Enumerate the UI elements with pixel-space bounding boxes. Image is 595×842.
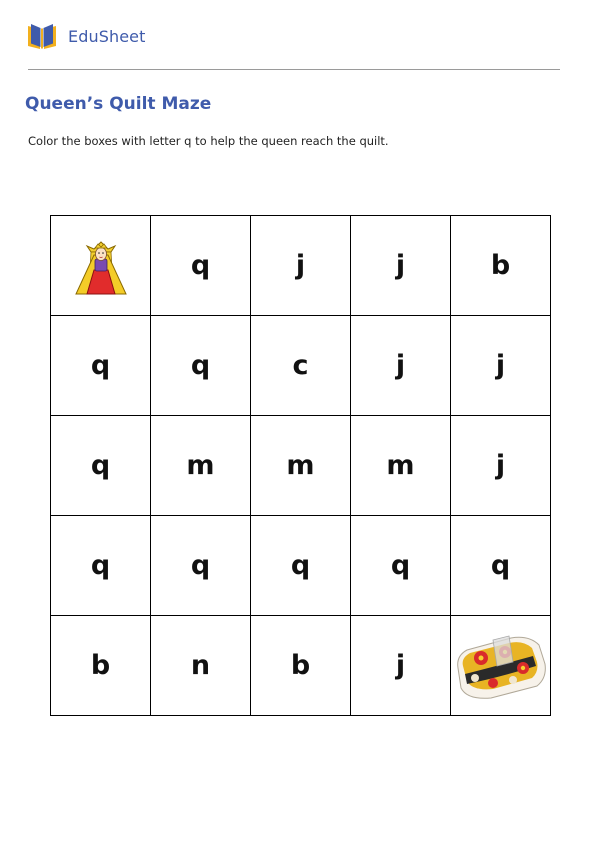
maze-cell[interactable]: j [351,316,451,416]
brand-name: EduSheet [68,26,146,46]
maze-cell[interactable]: m [351,416,451,516]
maze-cell[interactable]: q [51,316,151,416]
maze-cell[interactable]: q [151,516,251,616]
maze-row [51,216,551,316]
maze-cell[interactable]: m [251,416,351,516]
maze-row [51,416,551,516]
maze-row [51,316,551,416]
maze-row [51,616,551,716]
instructions: Color the boxes with letter q to help the queen reach the quilt. [28,134,389,148]
maze-cell[interactable]: q [351,516,451,616]
header [26,20,145,52]
maze-cell[interactable]: b [251,616,351,716]
maze-cell[interactable]: q [51,416,151,516]
maze-cell[interactable]: j [351,216,451,316]
maze-cell[interactable]: c [251,316,351,416]
maze-row [51,516,551,616]
quilt-icon [453,628,549,704]
maze-cell[interactable]: b [451,216,551,316]
maze-cell-start[interactable] [51,216,151,316]
maze-cell[interactable]: j [451,316,551,416]
maze-cell[interactable]: j [451,416,551,516]
maze-grid [50,215,551,716]
maze-cell[interactable]: q [251,516,351,616]
maze-cell-end[interactable] [451,616,551,716]
maze-cell[interactable]: j [251,216,351,316]
maze-cell[interactable]: q [51,516,151,616]
maze-cell[interactable]: n [151,616,251,716]
book-icon [26,21,58,51]
queen-icon [66,230,136,302]
maze-cell[interactable]: j [351,616,451,716]
worksheet-title: Queen’s Quilt Maze [25,94,212,114]
maze-cell[interactable]: q [451,516,551,616]
maze-cell[interactable]: m [151,416,251,516]
maze-cell[interactable]: q [151,216,251,316]
header-divider [28,69,560,70]
maze-cell[interactable]: b [51,616,151,716]
maze-cell[interactable]: q [151,316,251,416]
